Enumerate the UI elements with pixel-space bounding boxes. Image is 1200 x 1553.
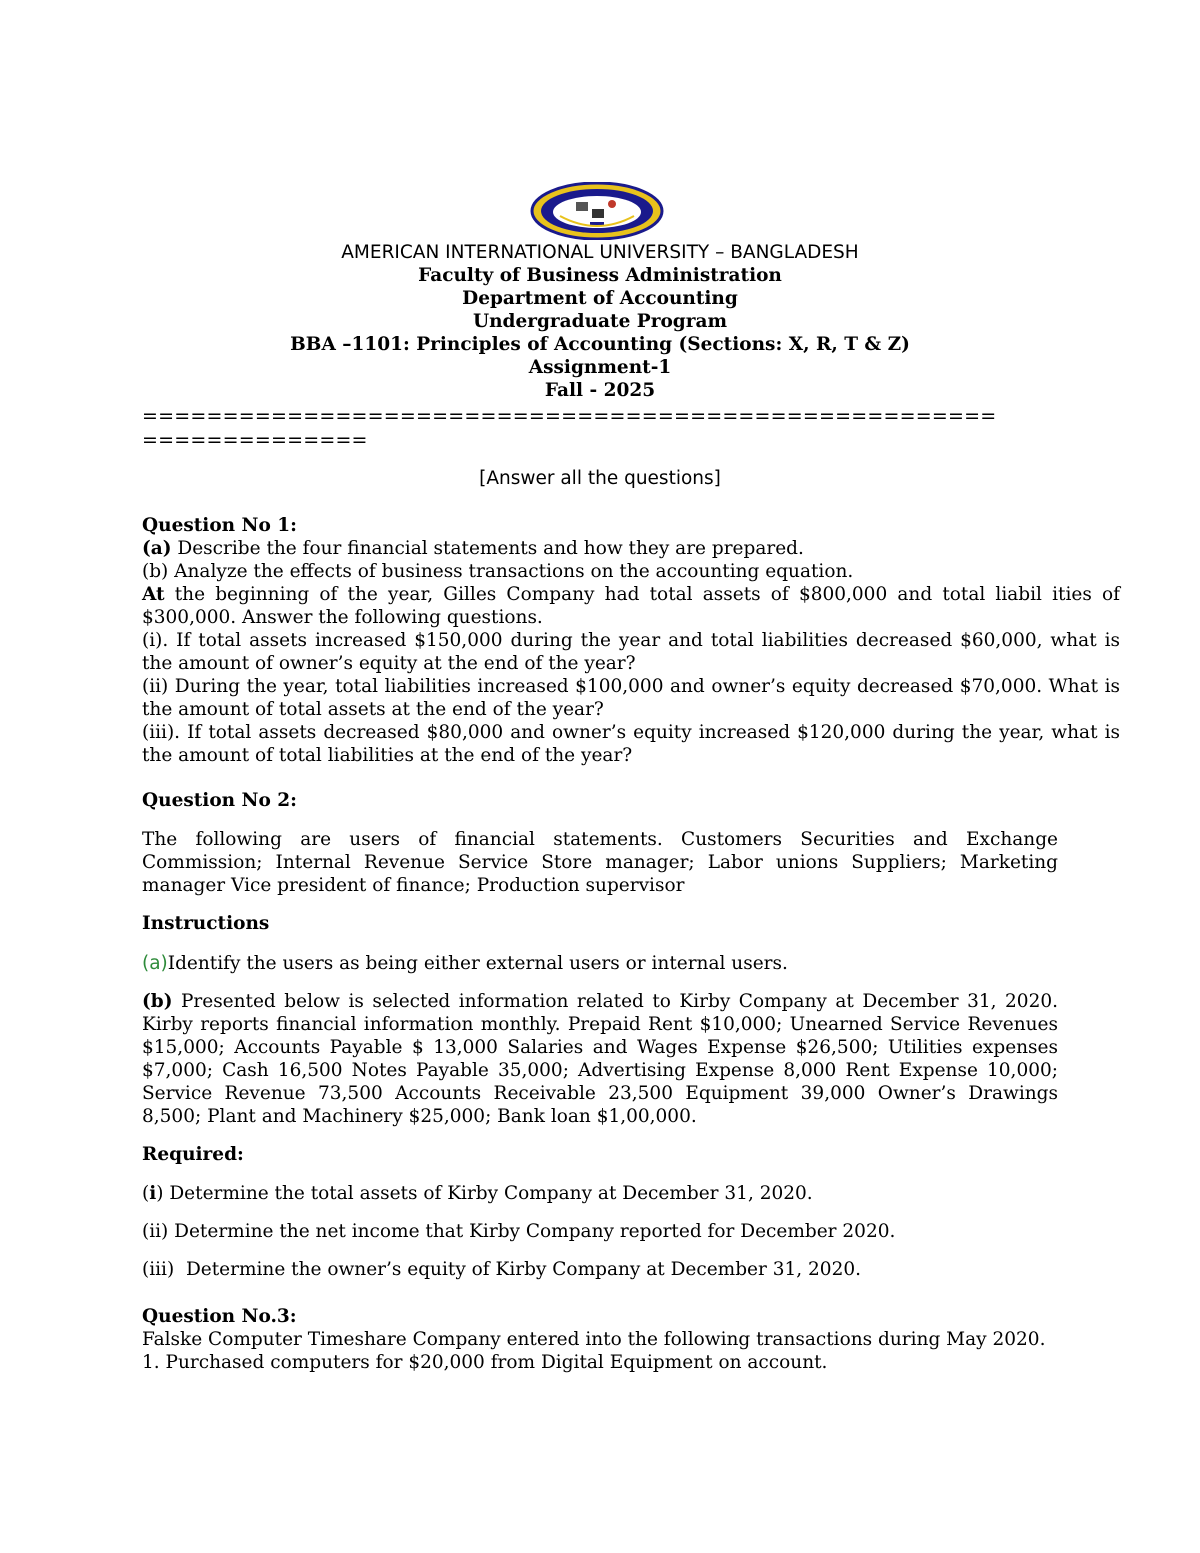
university-name: AMERICAN INTERNATIONAL UNIVERSITY – BANGLADESH: [341, 242, 859, 263]
q1-at-text: the beginning of the year, Gilles Company had total assets of $800,000 and total liabil ities of $300,000. Answer the following questions.: [142, 584, 1120, 628]
question-2-required-block: [142, 1143, 1120, 1166]
question-2-intro: The following are users of financial statements. Customers Securities and Exchange Commission; Internal Revenue Service Store manager; Labor unions Suppliers; Marketing manager Vice president of finance; Production supervisor: [142, 829, 1058, 896]
question-2-title-block: [142, 789, 1120, 812]
question-2-b: [142, 990, 1058, 1128]
q2-b-tag: (b): [142, 991, 173, 1012]
q1-a-text: Describe the four financial statements and how they are prepared.: [171, 538, 804, 559]
assignment-title: Assignment-1: [528, 357, 672, 378]
q2-req-i-tag: i: [149, 1183, 157, 1204]
question-1-at: [142, 583, 1120, 629]
question-3-item-1: 1. Purchased computers for $20,000 from Digital Equipment on account.: [142, 1352, 828, 1373]
question-1-ii: (ii) During the year, total liabilities increased $100,000 and owner’s equity decreased $70,000. What is the amount of total assets at the end of the year?: [142, 676, 1120, 720]
question-2-required-title: Required:: [142, 1144, 244, 1165]
question-1-i: (i). If total assets increased $150,000 during the year and total liabilities decreased $60,000, what is the amount of owner’s equity at the end of the year?: [142, 630, 1120, 674]
separator-line-2: ==============: [142, 429, 368, 451]
q2-b-text: Presented below is selected information related to Kirby Company at December 31, 2020. Kirby reports financial information monthly. Prepaid Rent $10,000; Unearned Service Revenues $15,000; Accounts Payable $ 13,000 Salaries and Wages Expense $26,500; Utilities expenses $7,000; Cash 16,500 Notes Payable 35,000; Advertising Expense 8,000 Rent Expense 10,000; Service Revenue 73,500 Accounts Receivable 23,500 Equipment 39,000 Owner’s Drawings 8,500; Plant and Machinery $25,000; Bank loan $1,00,000.: [142, 991, 1058, 1127]
question-1: [142, 514, 1120, 767]
question-3-intro: Falske Computer Timeshare Company entered into the following transactions during May 2020.: [142, 1329, 1046, 1350]
question-1-iii: (iii). If total assets decreased $80,000 and owner’s equity increased $120,000 during the year, what is the amount of total liabilities at the end of the year?: [142, 722, 1120, 766]
program-name: Undergraduate Program: [472, 311, 728, 332]
faculty-name: Faculty of Business Administration: [418, 265, 782, 286]
question-3: [142, 1305, 1058, 1374]
question-2-req-i: [142, 1182, 1120, 1205]
university-logo: [530, 182, 664, 240]
question-1-title: Question No 1:: [142, 515, 297, 536]
q2-req-i-text: ) Determine the total assets of Kirby Company at December 31, 2020.: [156, 1183, 813, 1204]
q1-a-tag: (a): [142, 538, 172, 559]
separator: [142, 404, 996, 452]
document-header: [0, 241, 1200, 402]
separator-line-1: =====================================================: [142, 405, 997, 427]
question-2-req-iii: (iii) Determine the owner’s equity of Kirby Company at December 31, 2020.: [142, 1259, 861, 1280]
q2-a-text: Identify the users as being either external users or internal users.: [167, 953, 788, 974]
q2-a-tag: (a): [142, 953, 168, 974]
university-seal-icon: [530, 182, 664, 240]
question-3-title: Question No.3:: [142, 1306, 297, 1327]
question-2-instructions-block: [142, 912, 1120, 935]
question-2-instructions-title: Instructions: [142, 913, 270, 934]
term-label: Fall - 2025: [544, 380, 656, 401]
question-1-a: [142, 537, 1120, 560]
q2-req-i-open: (: [142, 1183, 150, 1204]
question-2-req-ii: (ii) Determine the net income that Kirby Company reported for December 2020.: [142, 1221, 896, 1242]
question-1-b: (b) Analyze the effects of business transactions on the accounting equation.: [142, 561, 854, 582]
q1-at-tag: At: [142, 584, 165, 605]
question-2-title: Question No 2:: [142, 790, 297, 811]
instruction-line: [Answer all the questions]: [479, 468, 721, 489]
department-name: Department of Accounting: [462, 288, 738, 309]
question-2-a: [142, 952, 1120, 975]
course-title: BBA –1101: Principles of Accounting (Sections: X, R, T & Z): [290, 334, 910, 355]
